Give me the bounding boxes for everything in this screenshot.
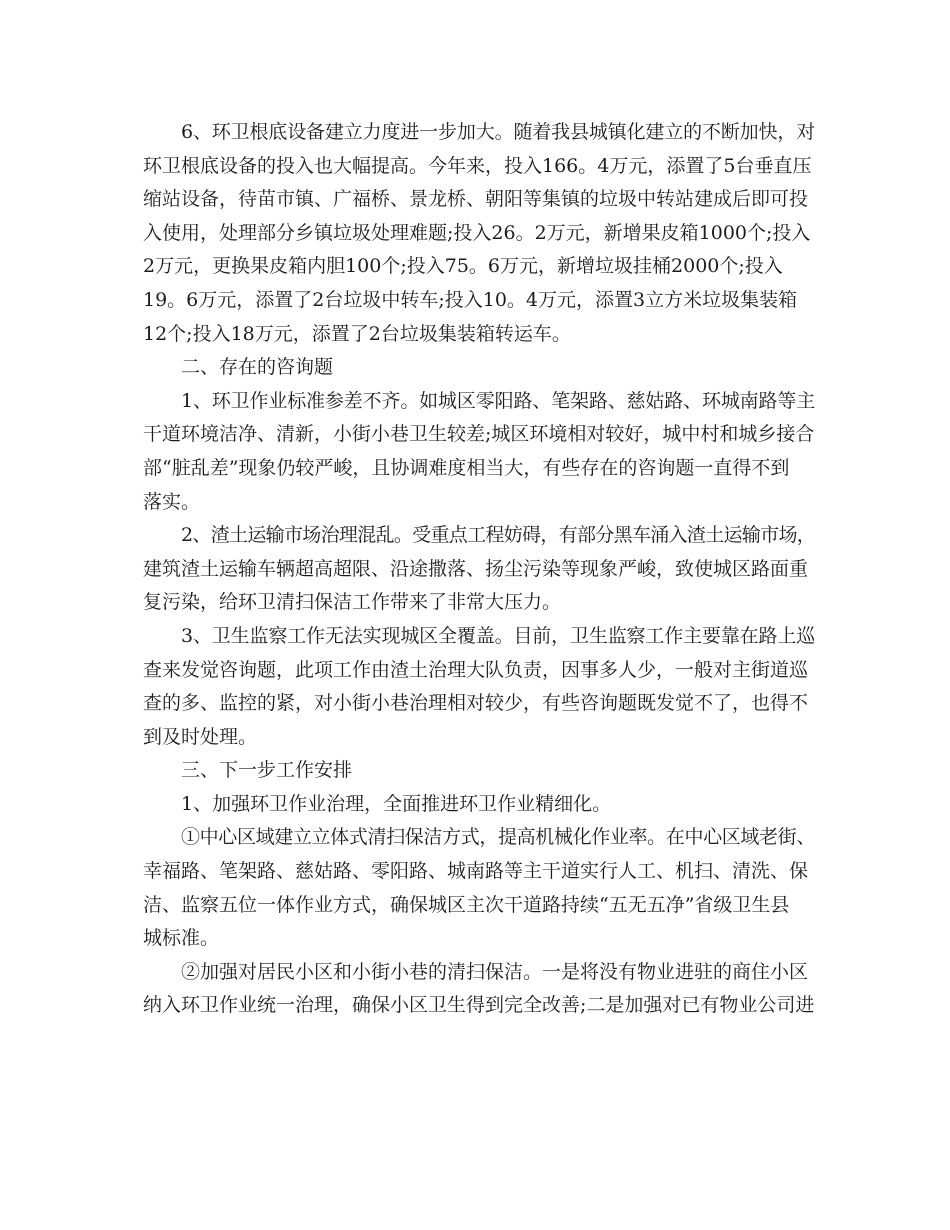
text-line: 1、环卫作业标准参差不齐。如城区零阳路、笔架路、慈姑路、环城南路等主 bbox=[181, 389, 816, 412]
text-line: 复污染，给环卫清扫保洁工作带来了非常大压力。 bbox=[143, 591, 562, 614]
text-line: 2、渣土运输市场治理混乱。受重点工程妨碍，有部分黑车涌入渣土运输市场， bbox=[181, 524, 816, 547]
text-line: ②加强对居民小区和小街小巷的清扫保洁。一是将没有物业进驻的商住小区 bbox=[181, 960, 809, 983]
text-line: 洁、监察五位一体作业方式，确保城区主次干道路持续“五无五净”省级卫生县 bbox=[143, 893, 790, 916]
text-line: 6、环卫根底设备建立力度进一步加大。随着我县城镇化建立的不断加快，对 bbox=[181, 121, 816, 143]
text-line: 干道环境洁净、清新，小街小巷卫生较差;城区环境相对较好，城中村和城乡接合 bbox=[143, 423, 815, 446]
text-line: 落实。 bbox=[143, 490, 201, 513]
text-line: 2万元，更换果皮箱内胆100个;投入75。6万元，新增垃圾挂桶2000个;投入 bbox=[143, 255, 783, 278]
text-line: 幸福路、笔架路、慈姑路、零阳路、城南路等主干道实行人工、机扫、清洗、保 bbox=[143, 860, 809, 883]
text-line: 缩站设备，待苗市镇、广福桥、景龙桥、朝阳等集镇的垃圾中转站建成后即可投 bbox=[143, 188, 809, 211]
text-line: 查来发觉咨询题，此项工作由渣土治理大队负责，因事多人少，一般对主街道巡 bbox=[143, 658, 809, 681]
text-line: 三、下一步工作安排 bbox=[181, 759, 353, 782]
text-line: 12个;投入18万元，添置了2台垃圾集装箱转运车。 bbox=[143, 322, 571, 345]
text-line: 查的多、监控的紧，对小街小巷治理相对较少，有些咨询题既发觉不了，也得不 bbox=[143, 692, 809, 715]
text-line: 纳入环卫作业统一治理，确保小区卫生得到完全改善;二是加强对已有物业公司进 bbox=[143, 994, 815, 1017]
text-line: 城标准。 bbox=[143, 927, 220, 950]
text-line: 部“脏乱差”现象仍较严峻，且协调难度相当大，有些存在的咨询题一直得不到 bbox=[143, 456, 790, 479]
text-line: 3、卫生监察工作无法实现城区全覆盖。目前，卫生监察工作主要靠在路上巡 bbox=[181, 624, 816, 647]
text-line: 建筑渣土运输车辆超高超限、沿途撒落、扬尘污染等现象严峻，致使城区路面重 bbox=[143, 557, 809, 580]
text-line: 环卫根底设备的投入也大幅提高。今年来，投入166。4万元，添置了5台垂直压 bbox=[143, 154, 812, 177]
text-line: 1、加强环卫作业治理，全面推进环卫作业精细化。 bbox=[181, 792, 612, 815]
text-line: 19。6万元，添置了2台垃圾中转车;投入10。4万元，添置3立方米垃圾集装箱 bbox=[143, 288, 798, 311]
text-line: 到及时处理。 bbox=[143, 725, 258, 748]
text-line: ①中心区域建立立体式清扫保洁方式，提高机械化作业率。在中心区域老街、 bbox=[181, 826, 816, 849]
text-line: 入使用，处理部分乡镇垃圾处理难题;投入26。2万元，新增果皮箱1000个;投入 bbox=[143, 221, 811, 244]
document-body bbox=[143, 116, 815, 1023]
text-line: 二、存在的咨询题 bbox=[181, 356, 334, 379]
